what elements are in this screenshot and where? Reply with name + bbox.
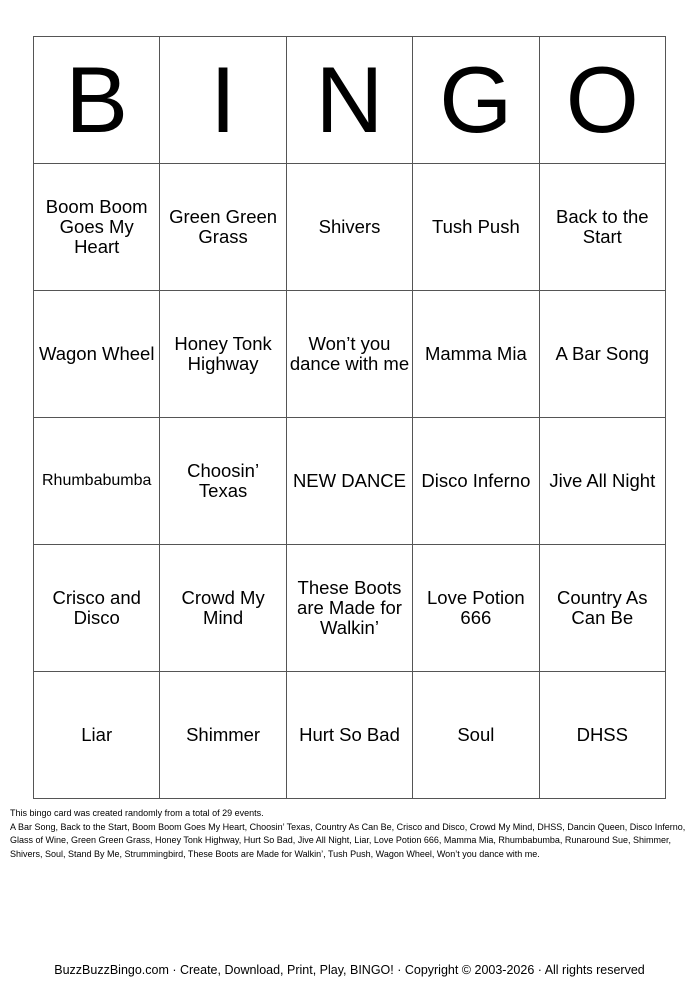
bingo-cell: Crisco and Disco <box>34 545 160 672</box>
note-events: A Bar Song, Back to the Start, Boom Boom Goes My Heart, Choosin’ Texas, Country As Can Be, Crisco and Disco, Crowd My Mind, DHSS, Dancin Queen, Disco Inferno, Glass of Wine, Green Green Grass, Honey Tonk Highway, Hurt So Bad, Jive All Night, Liar, Love Potion 666, Mamma Mia, Rhumbabumba, Runaround Sue, Shimmer, Shivers, Soul, Stand By Me, Strummingbird, These Boots are Made for Walkin’, Tush Push, Wagon Wheel, Won’t you dance with me. <box>10 821 686 859</box>
bingo-cell: Green Green Grass <box>160 164 286 291</box>
event-list-note <box>10 807 690 861</box>
bingo-cell: Jive All Night <box>539 418 665 545</box>
bingo-cell: Hurt So Bad <box>286 672 412 799</box>
bingo-cell: Shimmer <box>160 672 286 799</box>
bingo-row <box>34 164 666 291</box>
bingo-cell: Shivers <box>286 164 412 291</box>
bingo-cell: Rhumbabumba <box>34 418 160 545</box>
bingo-row <box>34 672 666 799</box>
bingo-cell: DHSS <box>539 672 665 799</box>
header-letter-b: B <box>34 37 160 164</box>
bingo-cell: Crowd My Mind <box>160 545 286 672</box>
bingo-cell: Choosin’ Texas <box>160 418 286 545</box>
footer-copyright: BuzzBuzzBingo.com · Create, Download, Print, Play, BINGO! · Copyright © 2003-2026 · All rights reserved <box>54 963 645 977</box>
bingo-cell: Disco Inferno <box>413 418 539 545</box>
bingo-cell: Back to the Start <box>539 164 665 291</box>
bingo-cell: These Boots are Made for Walkin’ <box>286 545 412 672</box>
bingo-cell: Soul <box>413 672 539 799</box>
bingo-cell: Honey Tonk Highway <box>160 291 286 418</box>
header-letter-o: O <box>539 37 665 164</box>
free-space-cell: NEW DANCE <box>286 418 412 545</box>
header-letter-g: G <box>413 37 539 164</box>
header-letter-n: N <box>286 37 412 164</box>
bingo-row <box>34 545 666 672</box>
bingo-header-row <box>34 37 666 164</box>
bingo-row <box>34 418 666 545</box>
bingo-cell: Liar <box>34 672 160 799</box>
bingo-cell: Won’t you dance with me <box>286 291 412 418</box>
bingo-cell: Mamma Mia <box>413 291 539 418</box>
bingo-cell: Tush Push <box>413 164 539 291</box>
bingo-cell: Boom Boom Goes My Heart <box>34 164 160 291</box>
note-intro: This bingo card was created randomly from a total of 29 events. <box>10 808 264 818</box>
bingo-cell: Country As Can Be <box>539 545 665 672</box>
bingo-cell: Wagon Wheel <box>34 291 160 418</box>
bingo-card <box>33 36 666 799</box>
bingo-cell: Love Potion 666 <box>413 545 539 672</box>
header-letter-i: I <box>160 37 286 164</box>
bingo-row <box>34 291 666 418</box>
bingo-cell: A Bar Song <box>539 291 665 418</box>
